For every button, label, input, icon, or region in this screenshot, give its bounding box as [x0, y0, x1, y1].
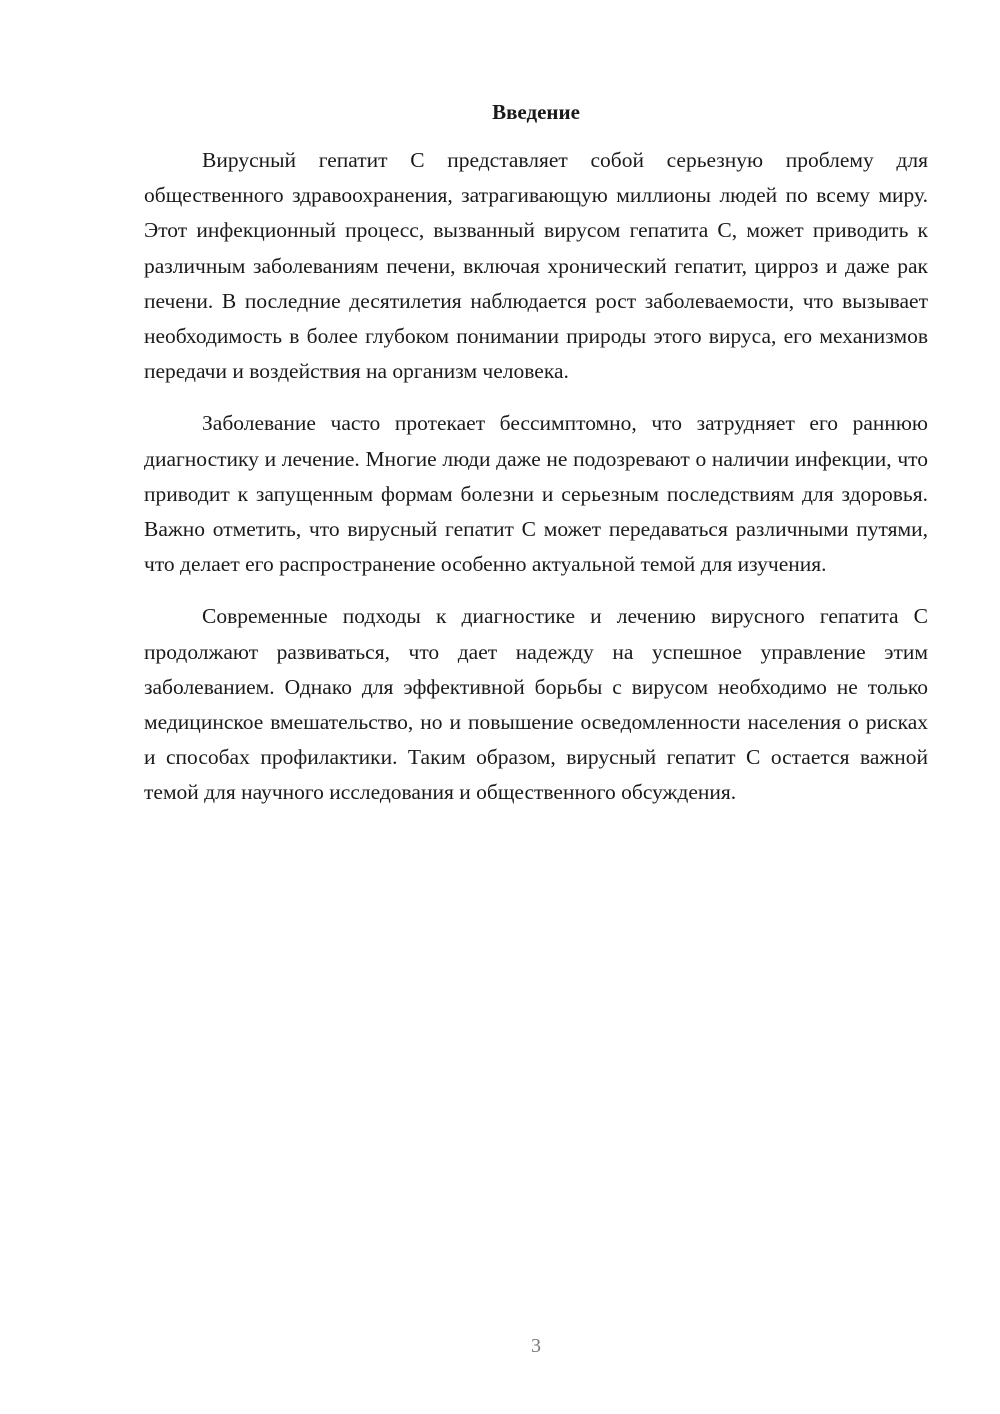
section-title: Введение — [492, 100, 580, 124]
paragraph-3: Современные подходы к диагностике и лечению вирусного гепатита С продолжают развиваться, что дает надежду на успешное управление этим заболеванием. Однако для эффективной борьбы с вирусом необходимо не только медицинское вмешательство, но и повышение осведомленности населения о рисках и способах профилактики. Таким образом, вирусный гепатит С остается важной темой для научного исследования и общественного обсуждения. — [144, 604, 928, 805]
body-text — [144, 143, 928, 828]
paragraph-2: Заболевание часто протекает бессимптомно, что затрудняет его раннюю диагностику и лечение. Многие люди даже не подозревают о наличии инфекции, что приводит к запущенным формам болезни и серьезным последствиям для здоровья. Важно отметить, что вирусный гепатит С может передаваться различными путями, что делает его распространение особенно актуальной темой для изучения. — [144, 411, 928, 577]
paragraph-1: Вирусный гепатит С представляет собой серьезную проблему для общественного здравоохранения, затрагивающую миллионы людей по всему миру. Этот инфекционный процесс, вызванный вирусом гепатита С, может приводить к различным заболеваниям печени, включая хронический гепатит, цирроз и даже рак печени. В последние десятилетия наблюдается рост заболеваемости, что вызывает необходимость в более глубоком понимании природы этого вируса, его механизмов передачи и воздействия на организм человека. — [144, 148, 928, 384]
page-number: 3 — [531, 1335, 541, 1357]
